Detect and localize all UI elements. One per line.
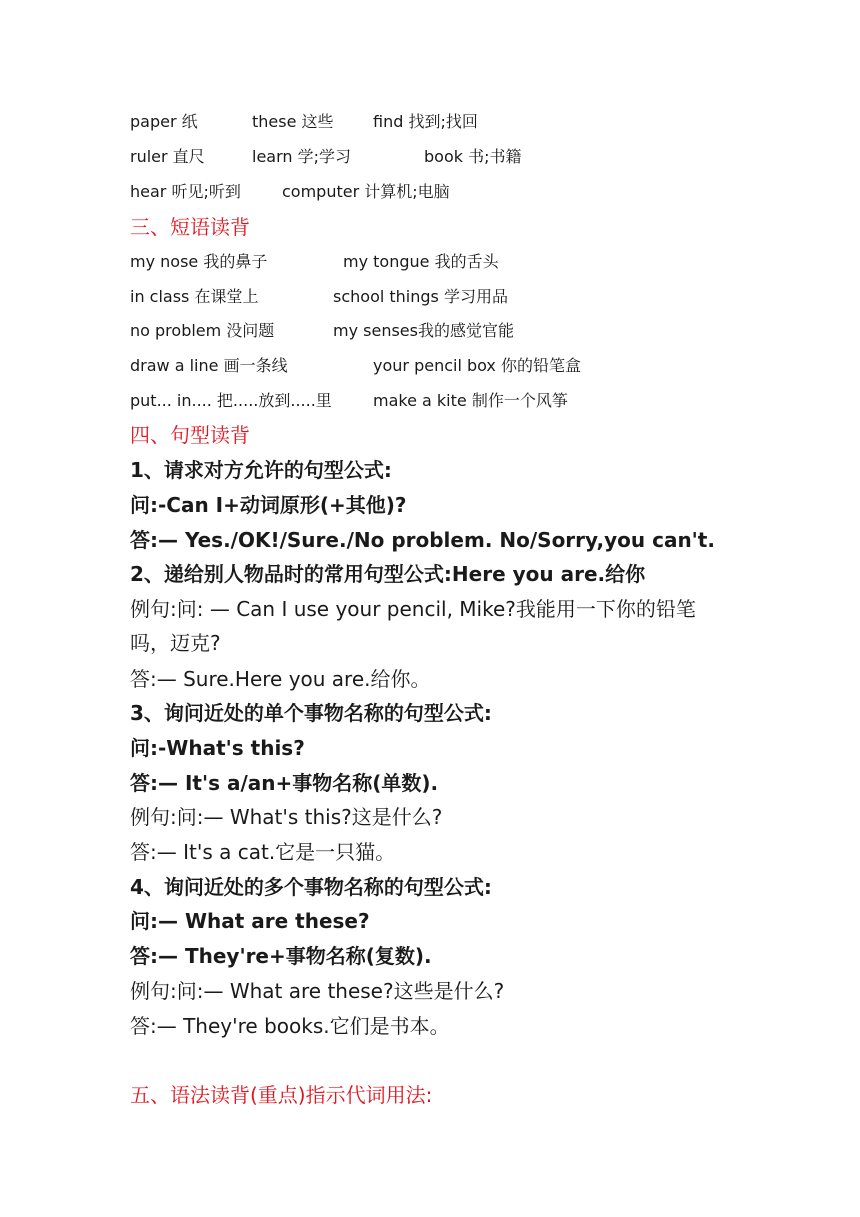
phrase-item: my tongue 我的舌头 — [343, 252, 499, 271]
phrase-item: your pencil box 你的铅笔盒 — [373, 356, 581, 375]
phrase-row — [0, 388, 860, 414]
phrase-item: school things 学习用品 — [333, 287, 508, 306]
pattern-4-example: 例句:问:— What are these?这些是什么? — [130, 979, 505, 1003]
phrase-item: my nose 我的鼻子 — [130, 252, 268, 271]
vocab-item: book 书;书籍 — [424, 147, 522, 166]
pattern-2-title: 2、递给别人物品时的常用句型公式:Here you are.给你 — [130, 562, 646, 586]
phrase-item: no problem 没问题 — [130, 321, 275, 340]
phrase-item: draw a line 画一条线 — [130, 356, 288, 375]
pattern-1-question: 问:-Can I+动词原形(+其他)? — [130, 493, 407, 517]
vocab-row-3 — [0, 179, 860, 205]
pattern-1-answer: 答:— Yes./OK!/Sure./No problem. No/Sorry,you can't. — [130, 528, 715, 552]
pattern-4-question: 问:— What are these? — [130, 909, 370, 933]
phrase-row — [0, 249, 860, 275]
vocab-item: ruler 直尺 — [130, 147, 205, 166]
vocab-item: hear 听见;听到 — [130, 182, 241, 201]
vocab-item: learn 学;学习 — [252, 147, 352, 166]
phrase-item: in class 在课堂上 — [130, 287, 259, 306]
pattern-3-title: 3、询问近处的单个事物名称的句型公式: — [130, 701, 492, 725]
phrase-row — [0, 284, 860, 310]
vocab-row-2 — [0, 144, 860, 170]
pattern-2-example: 例句:问: — Can I use your pencil, Mike?我能用一下你的铅笔吗，迈克? — [130, 597, 696, 655]
phrase-row — [0, 353, 860, 379]
vocab-item: these 这些 — [252, 112, 334, 131]
pattern-4-example-answer: 答:— They're books.它们是书本。 — [130, 1014, 450, 1038]
pattern-2-answer: 答:— Sure.Here you are.给你。 — [130, 667, 431, 691]
phrase-row — [0, 318, 860, 344]
pattern-1-title: 1、请求对方允许的句型公式: — [130, 458, 392, 482]
phrase-item: put... in.... 把.....放到.....里 — [130, 391, 332, 410]
phrase-item: make a kite 制作一个风筝 — [373, 391, 568, 410]
section-heading-grammar: 五、语法读背(重点)指示代词用法: — [130, 1083, 433, 1107]
pattern-4-title: 4、询问近处的多个事物名称的句型公式: — [130, 875, 492, 899]
vocab-row-1 — [0, 109, 860, 135]
phrase-item: my senses我的感觉官能 — [333, 321, 514, 340]
pattern-3-question: 问:-What's this? — [130, 736, 305, 760]
section-heading-sentences: 四、句型读背 — [130, 423, 250, 447]
section-heading-phrases: 三、短语读背 — [130, 215, 250, 239]
vocab-item: paper 纸 — [130, 112, 198, 131]
pattern-4-answer: 答:— They're+事物名称(复数). — [130, 944, 432, 968]
pattern-3-example-answer: 答:— It's a cat.它是一只猫。 — [130, 840, 396, 864]
pattern-3-example: 例句:问:— What's this?这是什么? — [130, 805, 443, 829]
vocab-item: computer 计算机;电脑 — [282, 182, 450, 201]
vocab-item: find 找到;找回 — [373, 112, 478, 131]
pattern-3-answer: 答:— It's a/an+事物名称(单数). — [130, 771, 439, 795]
